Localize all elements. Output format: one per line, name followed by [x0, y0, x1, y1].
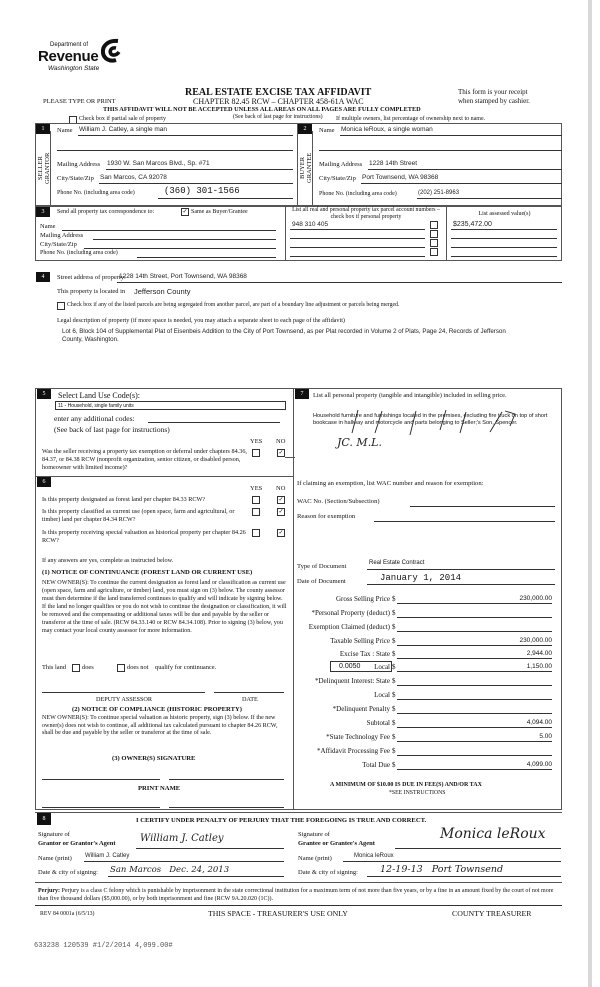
- underline: [367, 876, 561, 877]
- claiming-exemption-label: If claiming an exemption, list WAC number and reason for exemption:: [297, 480, 484, 487]
- grantee-name-label: Name (print): [298, 855, 332, 862]
- seller-city-field[interactable]: San Marcos, CA 92078: [100, 174, 167, 181]
- buyer-name-label: Name: [319, 127, 335, 134]
- corr-mailing-label: Mailing Address: [40, 232, 84, 239]
- personal-property-checkbox-3[interactable]: [430, 239, 438, 247]
- legal-description-label: Legal description of property (if more space is needed, you may attach a separate sheet to each page of the affidavit): [57, 317, 345, 324]
- divider: [35, 476, 294, 477]
- initials: JC. M.L.: [337, 436, 382, 449]
- section-number-1: 1: [36, 124, 50, 134]
- fee-gross-selling-price[interactable]: Gross Selling Price $ 230,000.00: [335, 595, 552, 603]
- seller-mailing-field[interactable]: 1930 W. San Marcos Blvd., Sp. #71: [107, 160, 210, 167]
- underline: [395, 848, 561, 849]
- buyer-mailing-label: Mailing Address: [319, 161, 363, 168]
- owner-print-name-1[interactable]: [42, 807, 160, 808]
- grantor-name-field[interactable]: William J. Catley: [85, 853, 130, 859]
- if-yes-note: If any answers are yes, complete as instructed below.: [42, 557, 174, 564]
- receipt-note-2: when stamped by cashier.: [458, 97, 530, 105]
- segregated-label: Check box if any of the listed parcels are being segregated from another parcel, are part of a boundary line adjustment or parcels being merged.: [67, 302, 400, 308]
- rev-number: REV 84 0001a (6/5/13): [40, 911, 95, 917]
- seller-city-label: City/State/Zip: [57, 175, 94, 182]
- grantor-signature[interactable]: William J. Catley: [140, 833, 224, 844]
- underline: [367, 569, 555, 570]
- divider: [35, 905, 562, 906]
- this-land-label: This land: [42, 664, 66, 671]
- same-as-buyer-label: Same as Buyer/Grantee: [191, 209, 248, 215]
- county-treasurer: COUNTY TREASURER: [452, 909, 532, 918]
- does-qualify-checkbox[interactable]: [72, 664, 80, 672]
- county-field[interactable]: Jefferson County: [134, 287, 191, 296]
- underline: [136, 848, 284, 849]
- section-number-2: 2: [298, 124, 312, 134]
- seller-grantor-label: SELLER GRANTOR: [37, 152, 51, 184]
- certify-statement: I CERTIFY UNDER PENALTY OF PERJURY THAT THE FOREGOING IS TRUE AND CORRECT.: [136, 817, 427, 824]
- dor-logo: [38, 42, 138, 82]
- fee-delinquent-interest-local[interactable]: Local $: [296, 691, 556, 701]
- logo-state: Washington State: [48, 65, 100, 72]
- current-use-no-checkbox[interactable]: ✓: [278, 509, 284, 515]
- notice-continuance-text: NEW OWNER(S): To continue the current designation as forest land or classification as current use (open space, farm and agriculture, or timber) land, you must sign on (3) below. The county assessor must then determine if the land transferred continues to qualify and will indicate by signing below. If the land no longer qualifies or you do not wish to continue the designation or classification, it will be removed and the compensating or additional taxes will be due and payable by the seller or transferor at the time of sale. (RCW 84.33.140 or RCW 84.34.108). Prior to signing (3) below, you may contact your local county assessor for more information.: [42, 580, 287, 634]
- assessed-value-1[interactable]: $235,472.00: [453, 221, 492, 228]
- owner-signature-title: (3) OWNER(S) SIGNATURE: [112, 755, 196, 762]
- see-instructions-note: *SEE INSTRUCTIONS: [389, 790, 446, 796]
- buyer-city-label: City/State/Zip: [319, 175, 356, 182]
- additional-codes-label: enter any additional codes:: [54, 414, 135, 423]
- segregated-checkbox[interactable]: [57, 302, 65, 310]
- grantor-name-label: Name (print): [38, 855, 72, 862]
- cashier-stamp: 633238 120539 #1/2/2014 4,099.00#: [34, 942, 173, 950]
- located-in-label: This property is located in: [57, 288, 126, 295]
- fee-exemption-claimed[interactable]: Exemption Claimed (deduct) $: [296, 623, 556, 633]
- grantee-date-city-field[interactable]: 12-19-13 Port Townsend: [380, 864, 504, 875]
- yes-header-6: YES: [250, 485, 263, 492]
- logo-dept: Department of: [50, 42, 89, 48]
- underline: [340, 135, 562, 136]
- fee-affidavit-processing[interactable]: *Affidavit Processing Fee $: [296, 747, 556, 757]
- grantee-signature[interactable]: Monica leRoux: [440, 826, 546, 842]
- historic-yes-checkbox[interactable]: [252, 529, 260, 537]
- assessed-value-4[interactable]: [451, 256, 557, 257]
- personal-property-checkbox-4[interactable]: [430, 248, 438, 256]
- wac-field[interactable]: [410, 506, 555, 507]
- divider: [35, 812, 562, 813]
- see-back-note: (See back of last page for instructions): [233, 114, 323, 120]
- section-number-5: 5: [37, 389, 51, 399]
- deputy-assessor-signature[interactable]: [42, 692, 205, 693]
- forest-land-no-checkbox[interactable]: ✓: [278, 497, 284, 503]
- fee-delinquent-penalty[interactable]: *Delinquent Penalty $: [296, 705, 556, 715]
- seller-phone-label: Phone No. (including area code): [57, 190, 135, 196]
- fee-excise-state[interactable]: Excise Tax : State $ 2,944.00: [339, 650, 552, 658]
- land-use-label: Select Land Use Code(s):: [58, 391, 140, 400]
- seller-mailing-label: Mailing Address: [57, 161, 101, 168]
- treasurer-use-only: THIS SPACE - TREASURER'S USE ONLY: [208, 909, 348, 918]
- reason-field[interactable]: [374, 521, 555, 522]
- assessed-value-3[interactable]: [451, 247, 557, 248]
- owner-print-name-2[interactable]: [169, 807, 284, 808]
- underline: [158, 198, 293, 199]
- divider: [297, 123, 298, 206]
- section-number-4: 4: [36, 272, 50, 282]
- buyer-phone-label: Phone No. (including area code): [319, 191, 397, 197]
- underline: [106, 169, 293, 170]
- land-use-select[interactable]: [55, 401, 286, 410]
- please-type: PLEASE TYPE OR PRINT: [43, 98, 116, 105]
- section-number-3: 3: [36, 207, 50, 217]
- underline: [319, 150, 562, 151]
- underline: [117, 282, 562, 283]
- form-subtitle: CHAPTER 82.45 RCW – CHAPTER 458-61A WAC: [193, 97, 364, 106]
- corr-city-label: City/State/Zip: [40, 241, 77, 248]
- underline: [361, 183, 562, 184]
- exemption-question: Was the seller receiving a property tax exemption or deferral under chapters 84.36, 84.37, or 84.38 RCW (nonprofit organization, senior citizen, or disabled person, homeowner with limited income)?: [42, 448, 247, 471]
- local-rate-value: 0.0050: [339, 663, 361, 670]
- seller-phone-field[interactable]: (360) 301-1566: [164, 186, 240, 196]
- grantee-agent-label: Grantee or Grantee's Agent: [298, 840, 375, 847]
- underline: [368, 169, 562, 170]
- current-use-question: Is this property classified as current use (open space, farm and agricultural, or timber) land per chapter 84.34 RCW?: [42, 508, 235, 523]
- yes-header-5: YES: [250, 438, 263, 445]
- deputy-assessor-date[interactable]: [214, 692, 284, 693]
- land-use-value: 11 - Household, single family units: [58, 403, 134, 409]
- grantor-sig-of: Signature of: [38, 831, 70, 838]
- perjury-bold: Perjury:: [38, 888, 60, 894]
- logo-name: Revenue: [38, 48, 99, 65]
- parcel-number-2[interactable]: [290, 238, 425, 239]
- buyer-mailing-field[interactable]: 1228 14th Street: [369, 160, 418, 167]
- section-number-6: 6: [37, 477, 51, 487]
- land-use-see-back: (See back of last page for instructions): [54, 425, 170, 434]
- corr-name-label: Name: [40, 223, 56, 230]
- forest-land-question: Is this property designated as forest land per chapter 84.33 RCW?: [42, 496, 206, 503]
- divider: [294, 388, 562, 389]
- personal-property-label: List all personal property (tangible and intangible) included in selling price.: [313, 392, 507, 399]
- divider: [35, 882, 562, 883]
- buyer-name-field[interactable]: Monica leRoux, a single woman: [341, 126, 433, 133]
- legal-description-field[interactable]: Lot 6, Block 104 of Supplemental Plat of Eisenbeis Addition to the City of Port Townsend, as per Plat recorded in Volume 2 of Plats, Page 24, Records of Jefferson County, Washington.: [62, 328, 506, 343]
- buyer-phone-field[interactable]: (202) 251-8963: [418, 190, 460, 196]
- send-correspondence-label: Send all property tax correspondence to:: [57, 209, 155, 215]
- completion-warning: THIS AFFIDAVIT WILL NOT BE ACCEPTED UNLESS ALL AREAS ON ALL PAGES ARE FULLY COMPLETED: [103, 106, 421, 113]
- parcel-number-3[interactable]: [290, 247, 425, 248]
- owner-signature-2[interactable]: [169, 779, 284, 780]
- reason-label: Reason for exemption: [297, 513, 356, 520]
- current-use-yes-checkbox[interactable]: [252, 508, 260, 516]
- underline: [367, 584, 555, 585]
- perjury-notice: [38, 887, 558, 903]
- historic-question: Is this property receiving special valuation as historical property per chapter 84.26 RCW?: [42, 529, 246, 544]
- no-header-6: NO: [276, 485, 286, 492]
- historic-no-checkbox[interactable]: ✓: [278, 530, 284, 536]
- receipt-note-1: This form is your receipt: [458, 88, 528, 96]
- partial-sale-label: Check box if partial sale of property: [79, 116, 166, 122]
- wac-label: WAC No. (Section/Subsection): [297, 498, 380, 505]
- seller-name-field[interactable]: William J. Catley, a single man: [79, 126, 168, 133]
- underline: [290, 229, 425, 230]
- seller-name-label: Name: [57, 127, 73, 134]
- deputy-assessor-label: DEPUTY ASSESSOR: [96, 696, 152, 703]
- parcel-header: List all real and personal property tax parcel account numbers – check box if personal property: [292, 207, 440, 220]
- doc-type-label: Type of Document: [297, 563, 347, 570]
- grantee-date-city-label: Date & city of signing:: [298, 869, 358, 876]
- doc-type-field[interactable]: Real Estate Contract: [369, 560, 425, 566]
- exemption-no-checkbox[interactable]: ✓: [278, 450, 284, 456]
- notice-compliance-title: (2) NOTICE OF COMPLIANCE (HISTORIC PROPERTY): [72, 706, 242, 713]
- fee-delinquent-interest-state[interactable]: *Delinquent Interest: State $: [296, 677, 556, 687]
- scan-edge: [588, 0, 592, 987]
- fee-total-due[interactable]: Total Due $ 4,099.00: [362, 761, 552, 769]
- notice-continuance-title: (1) NOTICE OF CONTINUANCE (FOREST LAND OR CURRENT USE): [42, 569, 253, 576]
- street-address-field[interactable]: 1228 14th Street, Port Townsend, WA 98368: [119, 273, 247, 280]
- section-number-7: 7: [295, 389, 309, 399]
- doc-date-field[interactable]: January 1, 2014: [380, 573, 462, 583]
- section-number-8: 8: [37, 813, 51, 825]
- underline: [84, 861, 284, 862]
- underline: [451, 229, 557, 230]
- corr-name-field[interactable]: [62, 230, 276, 231]
- strike-through-marks: [340, 408, 530, 438]
- underline: [417, 198, 562, 199]
- fee-personal-property[interactable]: *Personal Property (deduct) $: [296, 609, 556, 619]
- form-title: REAL ESTATE EXCISE TAX AFFIDAVIT: [185, 87, 372, 98]
- underline: [57, 150, 293, 151]
- personal-property-checkbox-1[interactable]: [430, 221, 438, 229]
- notice-compliance-text: NEW OWNER(S): To continue special valuation as historic property, sign (3) below. If the new owner(s) does not wish to continue, all additional tax calculated pursuant to chapter 84.26 RCW, shall be due and payable by the seller or transferor at the time of sale.: [42, 715, 278, 736]
- additional-codes-field[interactable]: [148, 422, 280, 423]
- does-not-qualify-checkbox[interactable]: [117, 664, 125, 672]
- buyer-grantee-label: BUYER GRANTEE: [299, 152, 313, 184]
- grantor-date-city-label: Date & city of signing:: [38, 869, 98, 876]
- assessed-header: List assessed value(s): [478, 211, 531, 217]
- fee-excise-local[interactable]: Local $ 1,150.00: [374, 663, 552, 671]
- assessed-value-2[interactable]: [451, 238, 557, 239]
- perjury-text: Perjury is a class C felony which is punishable by imprisonment in the state correctional institution for a maximum term of not more than five years, or by a fine in an amount fixed by the court of not more than five thousand dollars ($5,000.00), or by both imprisonment and fine (RCW 9A.20.020 (1C)).: [38, 888, 554, 902]
- corr-phone-label: Phone No. (including area code): [40, 250, 118, 256]
- same-as-buyer-checkbox[interactable]: ✓: [182, 209, 188, 215]
- no-header-5: NO: [276, 438, 286, 445]
- grantee-name-field[interactable]: Monica leRoux: [354, 853, 394, 859]
- minimum-due-note: A MINIMUM OF $10.00 IS DUE IN FEE(S) AND/OR TAX: [330, 782, 482, 788]
- parcel-number-4[interactable]: [290, 256, 425, 257]
- divider: [285, 206, 286, 261]
- qualify-label: qualify for continuance.: [155, 664, 217, 671]
- street-address-label: Street address of property:: [57, 274, 126, 281]
- divider: [285, 457, 295, 458]
- does-label: does: [82, 664, 94, 671]
- personal-property-field[interactable]: Household furniture and furnishings located in the premises, excluding fire truck on top of short bookcase in hallway and motorcycle and parts belonging to Seller;'s Son, Spencer.: [313, 413, 548, 426]
- forest-land-yes-checkbox[interactable]: [252, 496, 260, 504]
- fee-state-technology[interactable]: *State Technology Fee $ 5.00: [326, 733, 552, 741]
- doc-date-label: Date of Document: [297, 578, 346, 585]
- underline: [343, 861, 561, 862]
- fee-subtotal[interactable]: Subtotal $ 4,094.00: [366, 719, 552, 727]
- parcel-number-1[interactable]: 948 310 405: [292, 221, 329, 228]
- corr-mailing-field[interactable]: [93, 239, 276, 240]
- multiple-owners-note: If multiple owners, list percentage of ownership next to name.: [336, 116, 486, 122]
- corr-city-field[interactable]: [84, 248, 276, 249]
- exemption-yes-checkbox[interactable]: [252, 449, 260, 457]
- does-not-label: does not: [127, 664, 149, 671]
- underline: [108, 876, 284, 877]
- revenue-swirl-icon: [100, 38, 122, 64]
- buyer-city-field[interactable]: Port Townsend, WA 98368: [362, 174, 439, 181]
- print-name-label: PRINT NAME: [138, 785, 181, 792]
- underline: [78, 135, 293, 136]
- grantor-date-city-field[interactable]: San Marcos Dec. 24, 2013: [110, 865, 230, 875]
- personal-property-checkbox-2[interactable]: [430, 230, 438, 238]
- grantee-sig-of: Signature of: [298, 831, 330, 838]
- date-label: DATE: [242, 696, 258, 703]
- underline: [99, 183, 293, 184]
- owner-signature-1[interactable]: [42, 779, 160, 780]
- corr-phone-field[interactable]: [137, 257, 276, 258]
- grantor-agent-label: Grantor or Grantor's Agent: [38, 840, 116, 847]
- fee-taxable-selling-price[interactable]: Taxable Selling Price $ 230,000.00: [330, 637, 552, 645]
